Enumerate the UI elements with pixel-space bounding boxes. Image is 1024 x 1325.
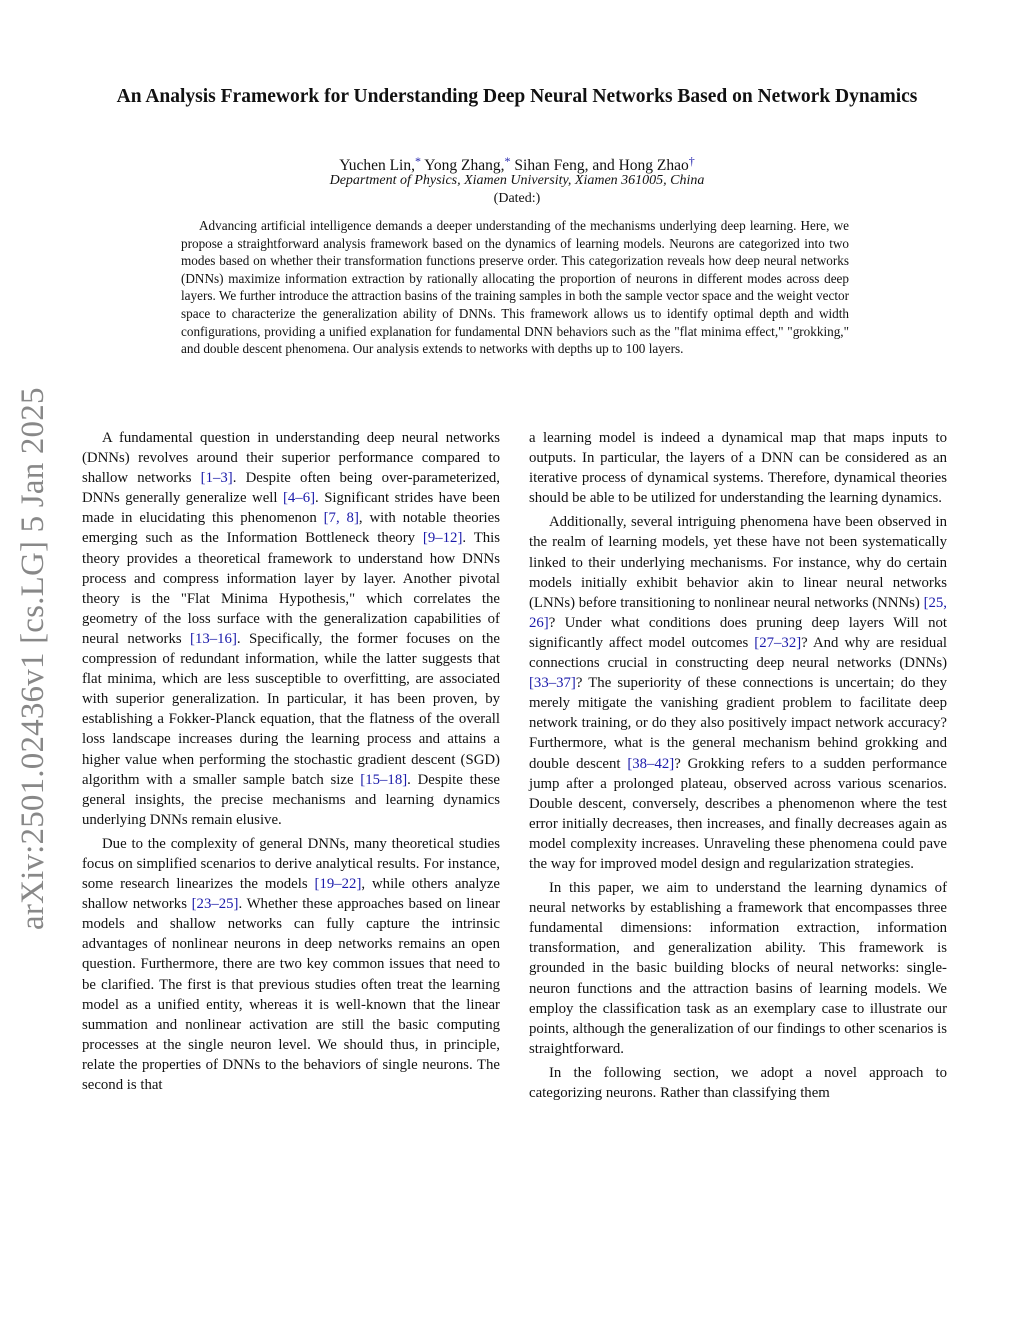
text: Due to the complexity of general DNNs, many theoretical studies focus on simplified scenarios to derive analytical results. For instance, some research linearizes the models	[82, 835, 500, 893]
text: , while others analyze shallow networks	[82, 876, 500, 913]
citation-link[interactable]: [9–12]	[422, 530, 463, 547]
paragraph	[529, 878, 947, 1059]
text: . Despite often being over-parameterized, DNNs generally generalize well	[82, 470, 500, 507]
text: . Despite these general insights, the precise mechanisms and learning dynamics underlying DNNs remain elusive.	[82, 771, 500, 828]
text: . Specifically, the former focuses on the compression of redundant information, while the latter suggests that flat minima, which are less susceptible to overfitting, are associated with superior generalization. In particular, it has been proven, by establishing a Fokker-Planck equation, that the flatness of the overall loss landscape increases during the learning process and attains a higher value when performing the stochastic gradient descent (SGD) algorithm with a smaller sample batch size	[82, 630, 500, 788]
text: a learning model is indeed a dynamical map that maps inputs to outputs. In particular, the layers of a DNN can be considered as an iterative process of dynamical systems. Therefore, dynamical theories should be able to be utilized for understanding the learning dynamics.	[529, 430, 947, 507]
author-text: Sihan Feng, and Hong Zhao	[510, 157, 689, 174]
author-footnote-mark[interactable]: *	[414, 154, 421, 168]
citation-link[interactable]: [25, 26]	[529, 594, 947, 631]
text: . Significant strides have been made in elucidating this phenomenon	[82, 490, 500, 527]
paragraph	[529, 428, 947, 508]
citation-link[interactable]: [38–42]	[627, 755, 675, 772]
citation-link[interactable]: [27–32]	[754, 634, 802, 651]
paragraph	[529, 512, 947, 874]
paragraph	[529, 1063, 947, 1103]
text: ? Under what conditions does pruning deep layers Will not significantly affect model outcomes	[529, 614, 947, 651]
date-line: (Dated:)	[493, 191, 541, 206]
text: . This theory provides a theoretical framework to understand how DNNs process and compress information layer by layer. Another pivotal theory is the "Flat Minima Hypothesis," which correlates the geometry of the loss surface with the generalization capabilities of neural networks	[82, 530, 500, 647]
author-text: Yuchen Lin,	[339, 157, 415, 174]
paragraph	[82, 428, 500, 830]
citation-link[interactable]: [15–18]	[360, 771, 408, 788]
left-column	[82, 428, 500, 1099]
text: In the following section, we adopt a novel approach to categorizing neurons. Rather than classifying them	[529, 1064, 947, 1101]
arxiv-identifier-stamp: arXiv:2501.02436v1 [cs.LG] 5 Jan 2025	[15, 387, 51, 930]
affiliation: Department of Physics, Xiamen University, Xiamen 361005, China	[329, 173, 705, 188]
text: ? And why are residual connections crucial in constructing deep neural networks (DNNs)	[529, 634, 947, 672]
citation-link[interactable]: [13–16]	[190, 630, 237, 647]
right-column	[529, 428, 947, 1107]
abstract: Advancing artificial intelligence demands a deeper understanding of the mechanisms underlying deep learning. Here, we propose a straightforward analysis framework based on the dynamics of learning models. Neurons are categorized into two modes based on whether their transformation functions preserve order. This categorization reveals how deep neural networks (DNNs) maximize information extraction by rationally allocating the proportion of neurons in different modes across deep layers. We further introduce the attraction basins of the training samples in both the sample vector space and the weight vector space to characterize the generalization ability of DNNs. This framework allows us to identify optimal depth and width configurations, providing a unified explanation for fundamental DNN behaviors such as the "flat minima effect," "grokking," and double descent phenomena. Our analysis extends to networks with depths up to 100 layers.	[181, 218, 849, 357]
citation-link[interactable]: [23–25]	[191, 896, 239, 913]
text: , with notable theories emerging such as the Information Bottleneck theory	[82, 510, 500, 547]
text: Additionally, several intriguing phenomena have been observed in the realm of learning models, yet these have not been systematically linked to their underlying mechanisms. For instance, why do certain models initially exhibit behavior akin to linear neural networks (LNNs) before transitioning to nonlinear neural networks (NNNs)	[529, 514, 947, 611]
citation-link[interactable]: [1–3]	[200, 470, 233, 487]
text: In this paper, we aim to understand the learning dynamics of neural networks by establishing a framework that encompasses three fundamental dimensions: information extraction, information transformation, and generalization ability. This framework is grounded in the basic building blocks of neural networks: single-neuron functions and the attraction basins of learning models. We employ the classification task as an exemplary case to illustrate our points, although the generalization of our findings to other scenarios is straightforward.	[529, 880, 947, 1057]
author-footnote-mark[interactable]: *	[504, 154, 511, 168]
text: ? The superiority of these connections is uncertain; do they merely mitigate the vanishing gradient problem to facilitate deep network training, or do they also positively impact network accuracy? Furthermore, what is the general mechanism behind grokking and double descent	[529, 675, 947, 772]
text: ? Grokking refers to a sudden performance jump after a prolonged plateau, observed across various scenarios. Double descent, conversely, describes a phenomenon where the test error initially decreases, then increases, and finally decreases again as model complexity increases. Unraveling these phenomena could pave the way for improved model design and regularization strategies.	[529, 755, 947, 872]
citation-link[interactable]: [4–6]	[282, 490, 316, 507]
citation-link[interactable]: [7, 8]	[323, 510, 359, 527]
author-text: Yong Zhang,	[420, 157, 505, 174]
citation-link[interactable]: [19–22]	[314, 876, 362, 893]
paragraph	[82, 834, 500, 1095]
author-footnote-mark[interactable]: †	[688, 154, 695, 168]
text: A fundamental question in understanding deep neural networks (DNNs) revolves around their superior performance compared to shallow networks	[82, 430, 500, 487]
paper-title: An Analysis Framework for Understanding Deep Neural Networks Based on Network Dynamics	[116, 86, 918, 107]
citation-link[interactable]: [33–37]	[529, 675, 576, 692]
text: . Whether these approaches based on linear models and shallow networks can fully capture the intrinsic advantages of nonlinear neurons in deep networks remains an open question. Furthermore, there are two key common issues that need to be clarified. The first is that previous studies often treat the learning model as a unified entity, whereas it is well-known that the linear summation and nonlinear activation are still the basic computing processes at the single neuron level. We should thus, in principle, relate the properties of DNNs to the behaviors of single neurons. The second is that	[82, 896, 500, 1093]
